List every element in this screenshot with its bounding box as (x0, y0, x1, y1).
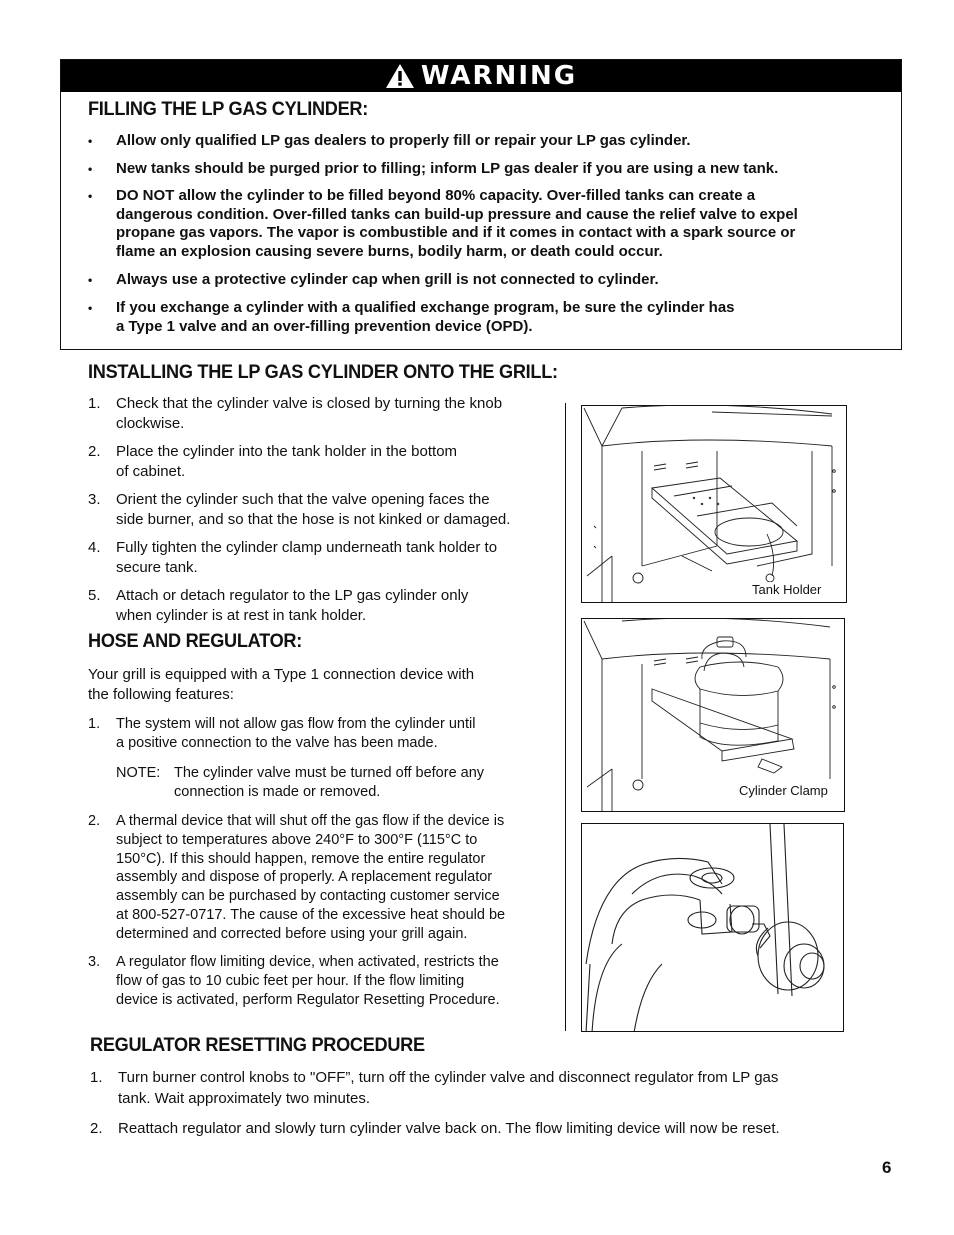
step-number: 4. (88, 539, 101, 556)
step-line: clockwise. (116, 414, 185, 432)
step-line: at 800-527-0717. The cause of the excessive heat should be (116, 906, 506, 923)
bullet-dot: • (88, 134, 93, 148)
step-line: The system will not allow gas flow from the cylinder until (116, 716, 476, 732)
bullet-dot: • (88, 189, 93, 203)
warning-bullet-line: Allow only qualified LP gas dealers to properly fill or repair your LP gas cylinder. (116, 132, 691, 149)
warning-bullet-line: a Type 1 valve and an over-filling prevention device (OPD). (116, 317, 533, 335)
step-line: Attach or detach regulator to the LP gas cylinder only (116, 587, 469, 604)
step-line: assembly can be purchased by contacting customer service (116, 888, 500, 905)
step-line: device is activated, perform Regulator Resetting Procedure. (116, 991, 500, 1008)
step-number: 2. (88, 813, 101, 829)
note-line: connection is made or removed. (174, 783, 381, 800)
warning-bullet-line: flame an explosion causing severe burns, bodily harm, or death could occur. (116, 242, 663, 260)
step-line: side burner, and so that the hose is not kinked or damaged. (116, 510, 511, 528)
installing-heading: INSTALLING THE LP GAS CYLINDER ONTO THE GRILL: (88, 361, 558, 383)
cylinder-clamp-figure (581, 618, 845, 812)
warning-label: WARNING (420, 61, 578, 91)
bullet-dot: • (88, 162, 93, 176)
step-line: Orient the cylinder such that the valve opening faces the (116, 491, 490, 508)
warning-triangle-icon (385, 63, 415, 89)
hose-intro (88, 665, 558, 704)
step-number: 1. (88, 395, 101, 412)
hose-heading: HOSE AND REGULATOR: (88, 630, 303, 652)
step-number: 3. (88, 491, 101, 508)
note-line: The cylinder valve must be turned off before any (174, 765, 485, 781)
step-line: Check that the cylinder valve is closed by turning the knob (116, 395, 503, 412)
step-line: Reattach regulator and slowly turn cylinder valve back on. The flow limiting device will now be reset. (118, 1120, 780, 1137)
step-line: A regulator flow limiting device, when activated, restricts the (116, 954, 499, 970)
tank-holder-figure (581, 405, 847, 603)
hose-intro-line: Your grill is equipped with a Type 1 connection device with (88, 666, 475, 683)
filling-heading: FILLING THE LP GAS CYLINDER: (88, 98, 369, 120)
step-line: Fully tighten the cylinder clamp underneath tank holder to (116, 539, 498, 556)
warning-banner (61, 60, 901, 92)
warning-bullet-line: Always use a protective cylinder cap when grill is not connected to cylinder. (116, 271, 659, 288)
step-line: tank. Wait approximately two minutes. (118, 1089, 371, 1107)
regulator-figure (581, 823, 844, 1032)
warning-bullet-line: dangerous condition. Over-filled tanks can build-up pressure and cause the relief valve to expel (116, 205, 798, 223)
cylinder-clamp-caption: Cylinder Clamp (739, 783, 828, 798)
step-number: 1. (88, 716, 101, 732)
step-number: 5. (88, 587, 101, 604)
step-line: when cylinder is at rest in tank holder. (116, 606, 367, 624)
resetting-heading: REGULATOR RESETTING PROCEDURE (90, 1034, 425, 1056)
step-line: Place the cylinder into the tank holder in the bottom (116, 443, 458, 460)
step-line: A thermal device that will shut off the gas flow if the device is (116, 813, 505, 829)
regulator-illustration (582, 824, 844, 1032)
warning-bullet-line: New tanks should be purged prior to filling; inform LP gas dealer if you are using a new tank. (116, 160, 779, 177)
bullet-dot: • (88, 273, 93, 287)
step-number: 2. (88, 443, 101, 460)
step-line: a positive connection to the valve has been made. (116, 734, 438, 751)
step-line: of cabinet. (116, 462, 186, 480)
tank-holder-caption: Tank Holder (752, 582, 822, 597)
step-number: 3. (88, 954, 101, 970)
page-number: 6 (882, 1158, 892, 1177)
step-line: secure tank. (116, 558, 198, 576)
step-line: 150°C). If this should happen, remove the entire regulator (116, 850, 486, 867)
note-label: NOTE: (116, 765, 161, 781)
step-line: determined and corrected before using your grill again. (116, 925, 468, 942)
step-line: Turn burner control knobs to "OFF”, turn off the cylinder valve and disconnect regulator from LP gas (118, 1069, 779, 1086)
warning-bullet-line: propane gas vapors. The vapor is combustible and if it comes in contact with a spark source or (116, 224, 796, 241)
warning-bullet-line: DO NOT allow the cylinder to be filled beyond 80% capacity. Over-filled tanks can create a (116, 187, 756, 204)
step-number: 2. (90, 1120, 103, 1137)
hose-intro-line: the following features: (88, 685, 234, 703)
step-line: flow of gas to 10 cubic feet per hour. If the flow limiting (116, 972, 465, 989)
column-divider (565, 403, 566, 1031)
bullet-dot: • (88, 301, 93, 315)
step-line: subject to temperatures above 240°F to 300°F (115°C to (116, 831, 478, 848)
step-line: assembly and dispose of properly. A replacement regulator (116, 869, 493, 886)
warning-bullet-line: If you exchange a cylinder with a qualified exchange program, be sure the cylinder has (116, 299, 735, 316)
step-number: 1. (90, 1069, 103, 1086)
tank-holder-illustration (582, 406, 847, 603)
